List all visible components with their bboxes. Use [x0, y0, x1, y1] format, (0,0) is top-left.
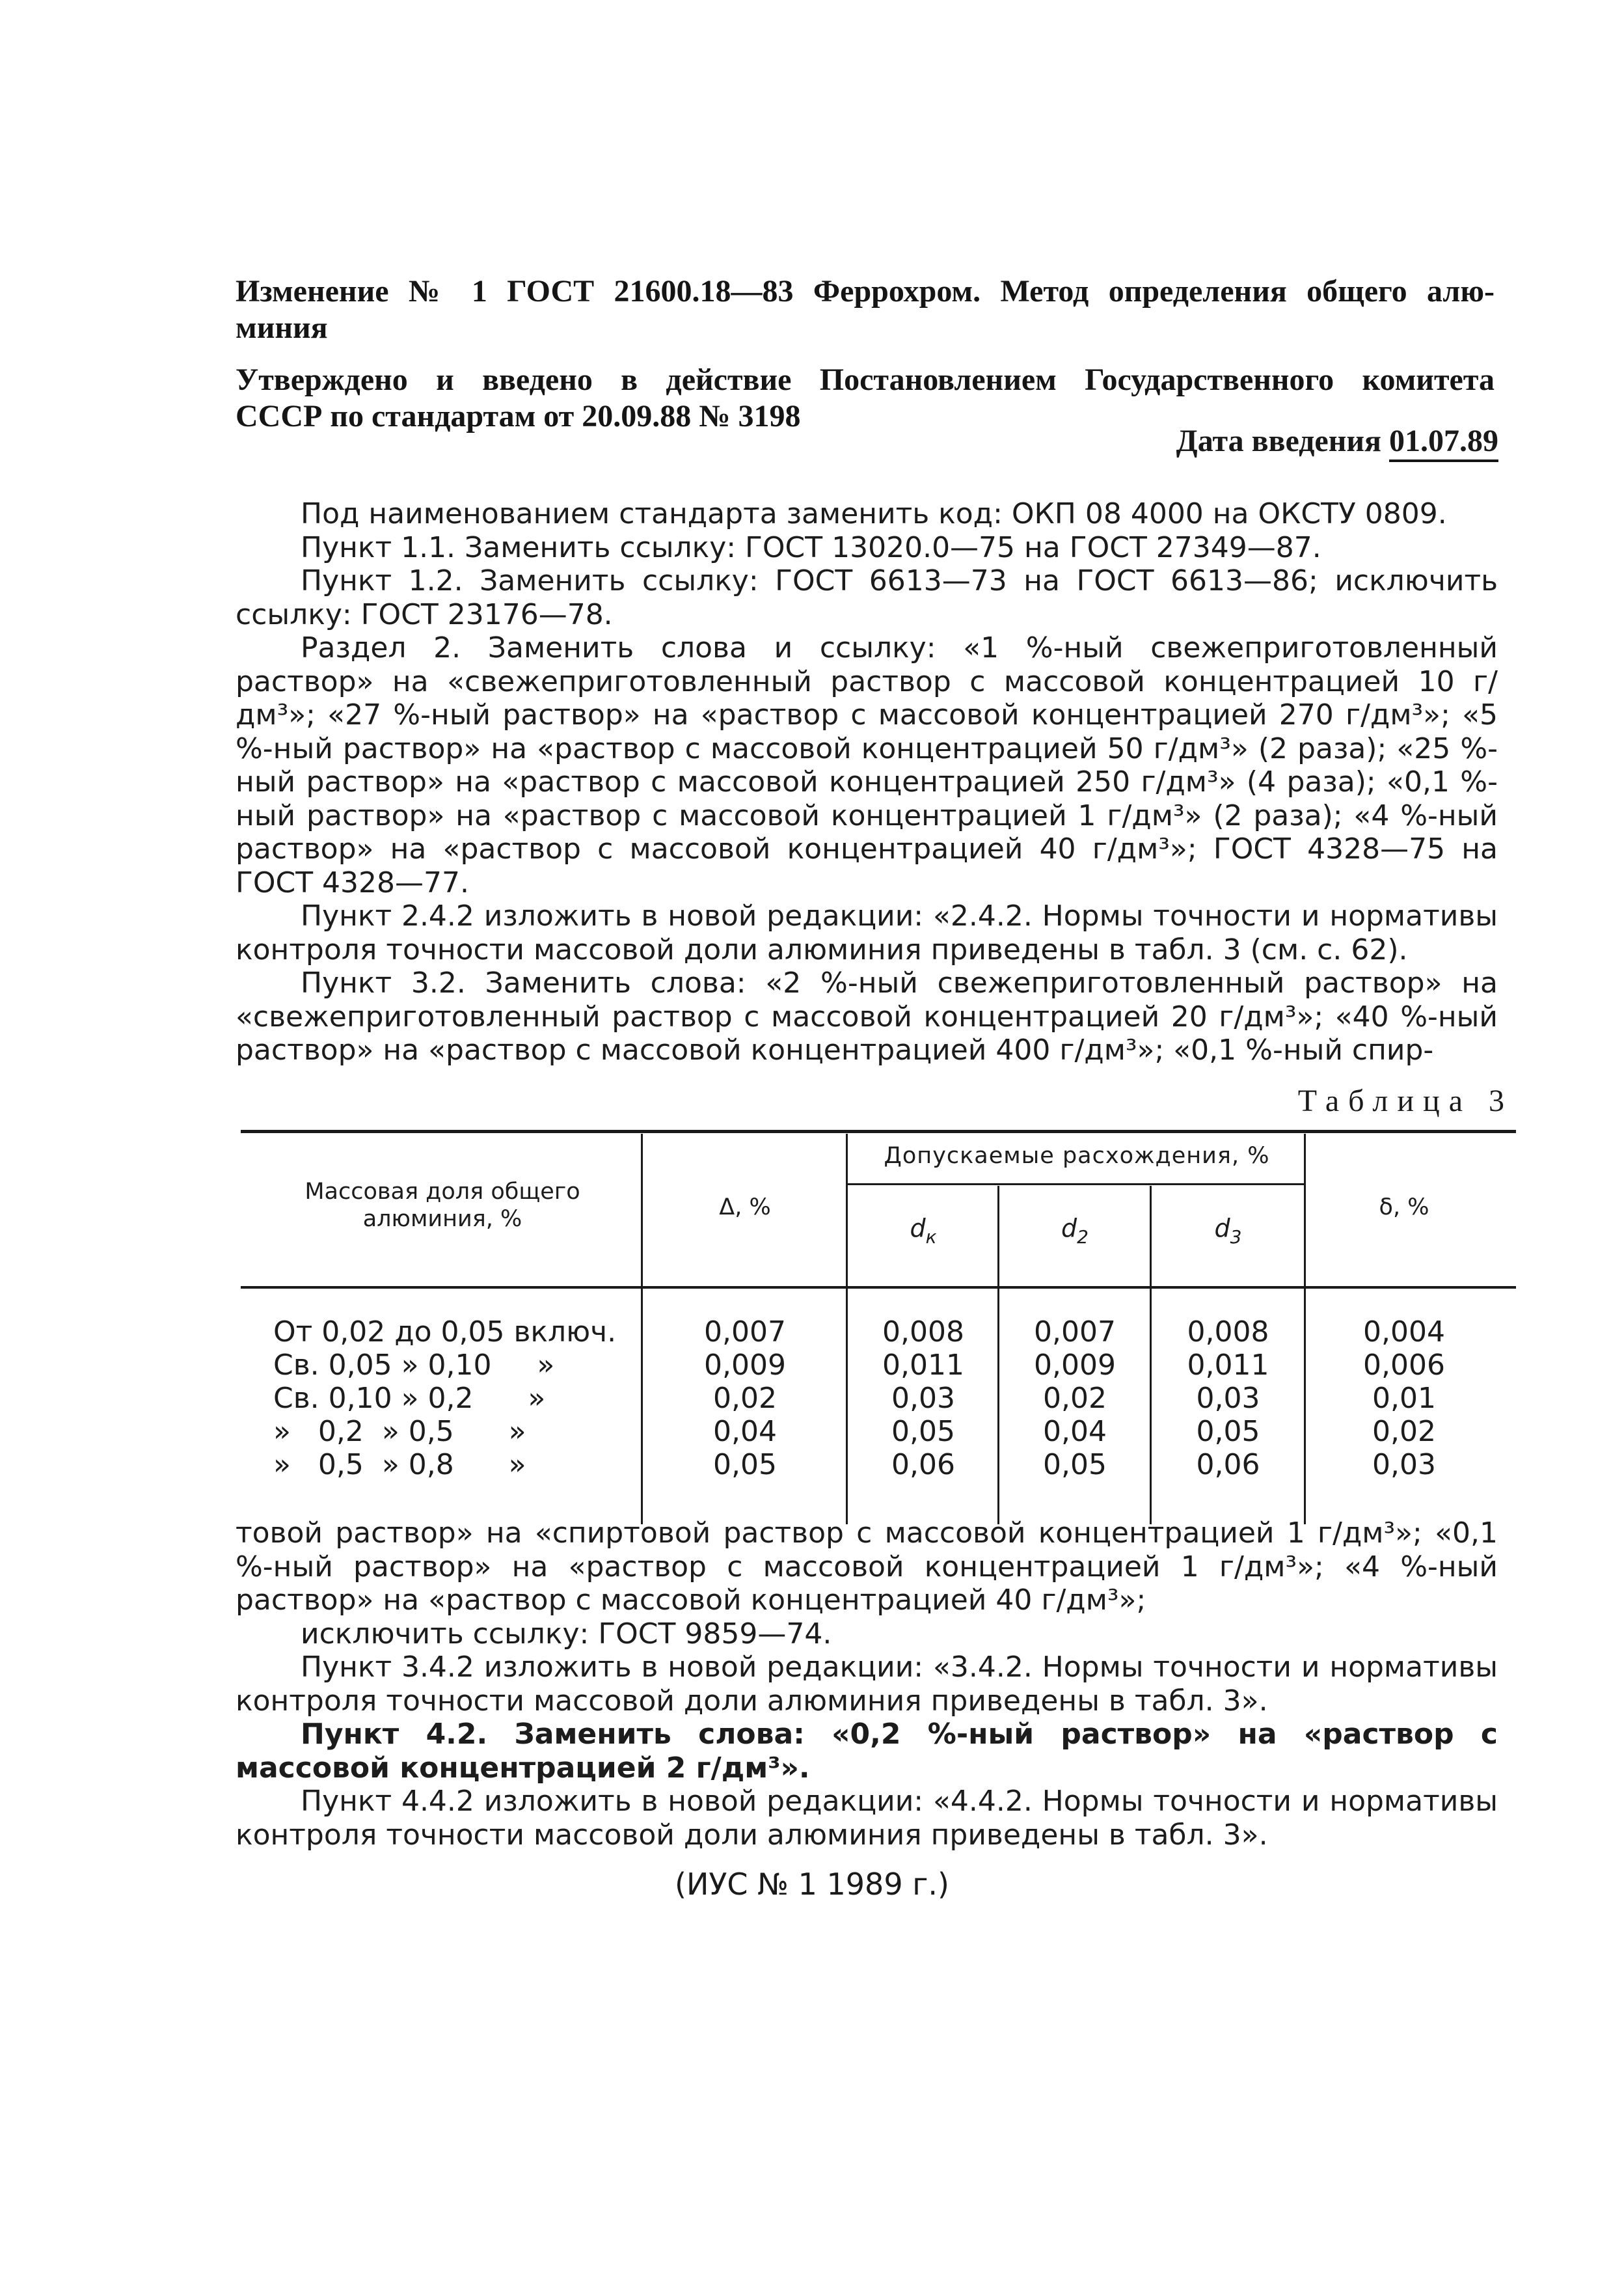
- cell-dk: 0,011: [882, 1349, 964, 1382]
- cell-d2: 0,02: [1043, 1382, 1107, 1415]
- amendment-text-top: [236, 497, 1498, 1067]
- paragraph-1-1: Пункт 1.1. Заменить ссылку: ГОСТ 13020.0—75 на ГОСТ 27349—87.: [301, 530, 1321, 564]
- cell-delta: 0,007: [704, 1315, 786, 1349]
- paragraph-1-2: Пункт 1.2. Заменить ссылку: ГОСТ 6613—73 на ГОСТ 6613—86; исключить ссылку: ГОСТ 23176—78.: [236, 564, 1498, 631]
- publication-reference: (ИУС № 1 1989 г.): [675, 1867, 949, 1902]
- paragraph-3-2-continued: товой раствор» на «спиртовой раствор с массовой концентрацией 1 г/дм³»; «0,1 %-ный раствор» на «раствор с массовой концентрацией 1 г/дм³»; «4 %-ный раствор» на «раствор с массовой концентрацией 40 г/дм³»;: [236, 1516, 1498, 1617]
- cell-range: От 0,02 до 0,05 включ.: [273, 1315, 617, 1349]
- effective-date-value: 01.07.89: [1389, 424, 1498, 462]
- header-d2-sub: 2: [1077, 1226, 1089, 1248]
- header-dk: [849, 1214, 997, 1251]
- approval-line1: Утверждено и введено в действие Постановлением Государственного комитета: [236, 363, 1495, 397]
- table-top-rule: [241, 1130, 1516, 1133]
- cell-range: » 0,2 » 0,5 »: [273, 1415, 526, 1448]
- cell-d3: 0,011: [1187, 1349, 1269, 1382]
- paragraph-section-2: Раздел 2. Заменить слова и ссылку: «1 %-ный свежеприготовленный раствор» на «свежеприготовленный раствор с массовой концентрацией 10 г/дм³»; «27 %-ный раствор» на «раствор с массовой концентрацией 270 г/дм³»; «5 %-ный раствор» на «раствор с массовой концентрацией 50 г/дм³» (2 раза); «25 %-ный раствор» на «раствор с массовой концентрацией 250 г/дм³» (4 раза); «0,1 %-ный раствор» на «раствор с массовой концентрацией 1 г/дм³» (2 раза); «4 %-ный раствор» на «раствор с массовой концентрацией 40 г/дм³»; ГОСТ 4328—75 на ГОСТ 4328—77.: [236, 631, 1498, 899]
- cell-sigma: 0,006: [1363, 1349, 1445, 1382]
- cell-dk: 0,03: [891, 1382, 955, 1415]
- cell-sigma: 0,01: [1372, 1382, 1436, 1415]
- cell-sigma: 0,02: [1372, 1415, 1436, 1448]
- cell-delta: 0,009: [704, 1349, 786, 1382]
- cell-d3: 0,008: [1187, 1315, 1269, 1349]
- cell-range: » 0,5 » 0,8 »: [273, 1448, 526, 1481]
- header-dk-sub: к: [925, 1226, 937, 1248]
- effective-date-label: Дата введения: [1176, 424, 1389, 458]
- header-d2: [1000, 1214, 1150, 1251]
- table-caption: Таблица 3: [1297, 1084, 1513, 1118]
- header-mass-fraction: Массовая доля общего алюминия, %: [304, 1179, 580, 1232]
- paragraph-3-4-2: Пункт 3.4.2 изложить в новой редакции: «3.4.2. Нормы точности и нормативы контроля точности массовой доли алюминия приведены в табл. 3».: [236, 1651, 1498, 1718]
- paragraph-4-4-2: Пункт 4.4.2 изложить в новой редакции: «4.4.2. Нормы точности и нормативы контроля точности массовой доли алюминия приведены в табл. 3».: [236, 1785, 1498, 1852]
- cell-range: Св. 0,05 » 0,10 »: [273, 1349, 555, 1382]
- paragraph-3-2: Пункт 3.2. Заменить слова: «2 %-ный свежеприготовленный раствор» на «свежеприготовленный раствор с массовой концентрацией 20 г/дм³»; «40 %-ный раствор» на «раствор с массовой концентрацией 400 г/дм³»; «0,1 %-ный спир-: [236, 966, 1498, 1067]
- cell-dk: 0,008: [882, 1315, 964, 1349]
- table-col-divider-3: [997, 1186, 999, 1524]
- header-d3: [1152, 1214, 1304, 1251]
- change-title-line1: Изменение № 1 ГОСТ 21600.18—83 Феррохром. Метод определения общего алю-: [236, 274, 1495, 308]
- cell-d3: 0,05: [1196, 1415, 1260, 1448]
- change-title-line2: миния: [236, 310, 328, 345]
- effective-date: [1176, 423, 1498, 459]
- paragraph-2-4-2: Пункт 2.4.2 изложить в новой редакции: «2.4.2. Нормы точности и нормативы контроля точности массовой доли алюминия приведены в табл. 3 (см. с. 62).: [236, 899, 1498, 966]
- approval-line2: СССР по стандартам от 20.09.88 № 3198: [236, 399, 801, 433]
- paragraph-exclude-ref: исключить ссылку: ГОСТ 9859—74.: [301, 1617, 832, 1651]
- cell-delta: 0,04: [713, 1415, 777, 1448]
- cell-d3: 0,03: [1196, 1382, 1260, 1415]
- header-allowed-discrepancies: Допускаемые расхождения, %: [884, 1143, 1270, 1169]
- table-col-divider-4: [1150, 1186, 1152, 1524]
- cell-d2: 0,05: [1043, 1448, 1107, 1481]
- cell-d2: 0,009: [1034, 1349, 1116, 1382]
- cell-d2: 0,04: [1043, 1415, 1107, 1448]
- header-sigma: δ, %: [1379, 1194, 1429, 1220]
- cell-d2: 0,007: [1034, 1315, 1116, 1349]
- cell-d3: 0,06: [1196, 1448, 1260, 1481]
- table-col-divider-5: [1304, 1134, 1306, 1524]
- table-header-rule: [241, 1286, 1516, 1289]
- table-col-divider-1: [641, 1134, 643, 1524]
- cell-dk: 0,06: [891, 1448, 955, 1481]
- amendment-text-bottom: [236, 1516, 1498, 1852]
- header-delta: Δ, %: [719, 1194, 771, 1220]
- header-d2-letter: d: [1061, 1214, 1077, 1242]
- group-header-rule: [846, 1183, 1305, 1185]
- cell-dk: 0,05: [891, 1415, 955, 1448]
- header-d3-letter: d: [1214, 1214, 1230, 1242]
- header-d3-sub: 3: [1230, 1226, 1242, 1248]
- cell-delta: 0,05: [713, 1448, 777, 1481]
- cell-delta: 0,02: [713, 1382, 777, 1415]
- table-col-divider-2: [846, 1134, 848, 1524]
- paragraph-code: Под наименованием стандарта заменить код: ОКП 08 4000 на ОКСТУ 0809.: [301, 497, 1447, 530]
- cell-sigma: 0,004: [1363, 1315, 1445, 1349]
- cell-sigma: 0,03: [1372, 1448, 1436, 1481]
- cell-range: Св. 0,10 » 0,2 »: [273, 1382, 546, 1415]
- paragraph-4-2: Пункт 4.2. Заменить слова: «0,2 %-ный раствор» на «раствор с массовой концентрацией 2 г/дм³».: [236, 1718, 1498, 1785]
- header-dk-letter: d: [910, 1214, 926, 1242]
